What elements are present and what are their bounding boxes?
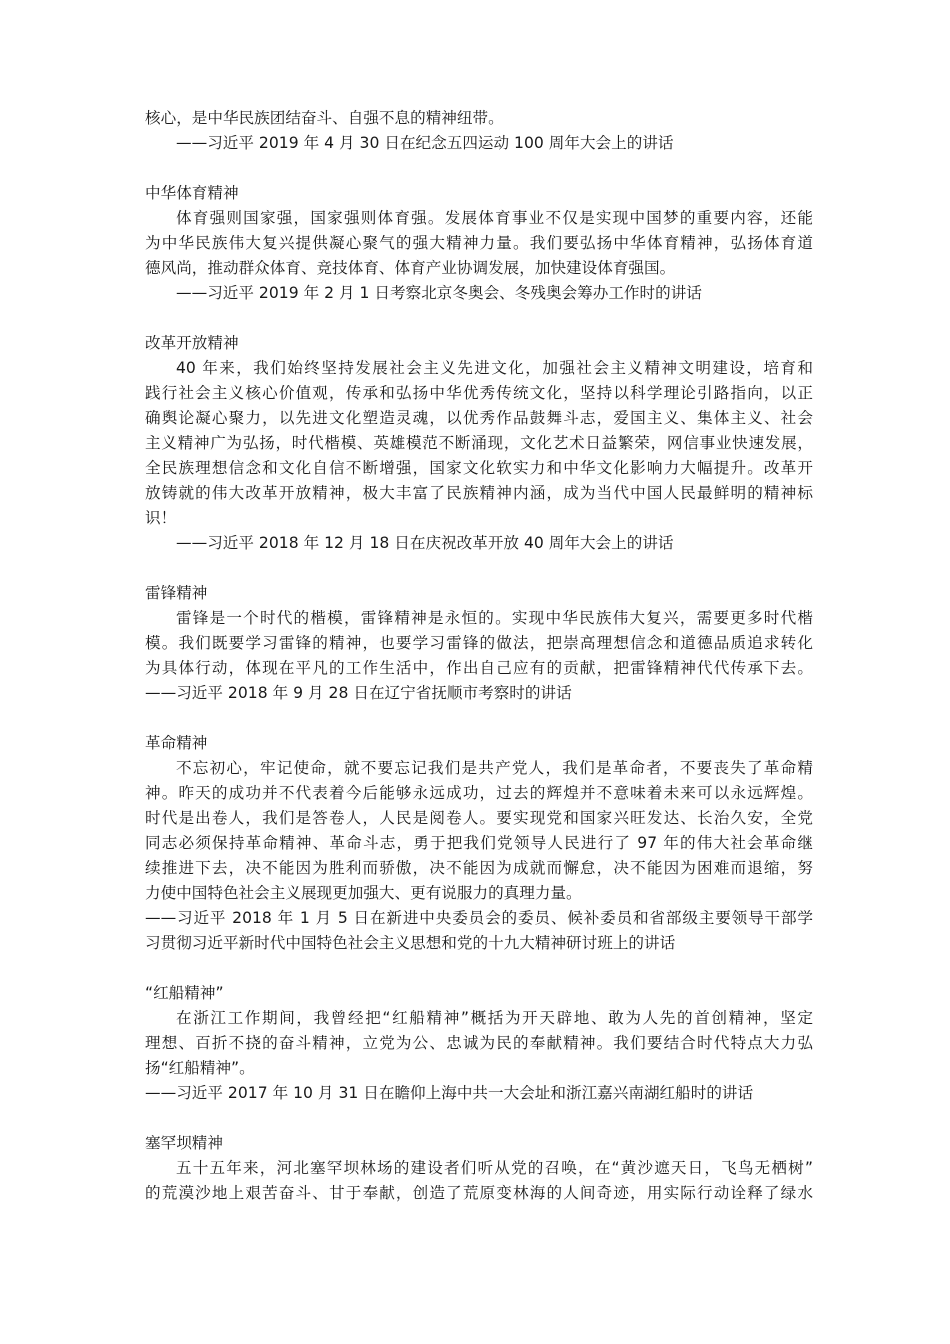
section-title: 中华体育精神: [145, 184, 239, 202]
paragraph-line: 扬“红船精神”。: [145, 1059, 255, 1077]
paragraph-line: 40 年来，我们始终坚持发展社会主义先进文化，加强社会主义精神文明建设，培育和: [176, 359, 813, 377]
paragraph-line: 为具体行动，体现在平凡的工作生活中，作出自己应有的贡献，把雷锋精神代代传承下去。: [145, 659, 813, 677]
paragraph-line: 同志必须保持革命精神、革命斗志，勇于把我们党领导人民进行了 97 年的伟大社会革命继: [145, 834, 813, 852]
section-title: 改革开放精神: [145, 334, 239, 352]
paragraph-line: 理想、百折不挠的奋斗精神，立党为公、忠诚为民的奉献精神。我们要结合时代特点大力弘: [145, 1034, 813, 1052]
paragraph-line: 全民族理想信念和文化自信不断增强，国家文化软实力和中华文化影响力大幅提升。改革开: [145, 459, 813, 477]
section-leifeng-spirit: [145, 581, 813, 706]
paragraph-line: 践行社会主义核心价值观，传承和弘扬中华优秀传统文化，坚持以科学理论引路指向，以正: [145, 384, 813, 402]
paragraph-line: 力使中国特色社会主义展现更加强大、更有说服力的真理力量。: [145, 884, 582, 902]
quote-source: ——习近平 2019 年 2 月 1 日考察北京冬奥会、冬残奥会筹办工作时的讲话: [176, 284, 702, 302]
quote-source-continued: 习贯彻习近平新时代中国特色社会主义思想和党的十九大精神研讨班上的讲话: [145, 934, 676, 952]
section-title: 雷锋精神: [145, 584, 208, 602]
section-title: 塞罕坝精神: [145, 1134, 223, 1152]
quote-source: ——习近平 2018 年 12 月 18 日在庆祝改革开放 40 周年大会上的讲话: [176, 534, 674, 552]
paragraph-line: 主义精神广为弘扬，时代楷模、英雄模范不断涌现，文化艺术日益繁荣，网信事业快速发展，: [145, 434, 813, 452]
paragraph-line: 神。昨天的成功并不代表着今后能够永远成功，过去的辉煌并不意味着未来可以永远辉煌。: [145, 784, 813, 802]
paragraph-line: 不忘初心，牢记使命，就不要忘记我们是共产党人，我们是革命者，不要丧失了革命精: [176, 759, 813, 777]
document-page: [145, 106, 813, 1206]
paragraph-line: 确舆论凝心聚力，以先进文化塑造灵魂，以优秀作品鼓舞斗志，爱国主义、集体主义、社会: [145, 409, 813, 427]
paragraph-line: 放铸就的伟大改革开放精神，极大丰富了民族精神内涵，成为当代中国人民最鲜明的精神标: [145, 484, 813, 502]
paragraph-line: 体育强则国家强，国家强则体育强。发展体育事业不仅是实现中国梦的重要内容，还能: [176, 209, 813, 227]
intro-paragraph: [145, 106, 813, 156]
paragraph-line: 德风尚，推动群众体育、竞技体育、体育产业协调发展，加快建设体育强国。: [145, 259, 676, 277]
section-red-boat-spirit: [145, 981, 813, 1106]
quote-source: ——习近平 2018 年 9 月 28 日在辽宁省抚顺市考察时的讲话: [145, 684, 572, 702]
paragraph-line: 续推进下去，决不能因为胜利而骄傲，决不能因为成就而懈怠，决不能因为困难而退缩，努: [145, 859, 813, 877]
section-sports-spirit: [145, 181, 813, 306]
quote-source: ——习近平 2017 年 10 月 31 日在瞻仰上海中共一大会址和浙江嘉兴南湖红船时的讲话: [145, 1084, 754, 1102]
paragraph-line: 识！: [145, 509, 177, 527]
section-reform-spirit: [145, 331, 813, 556]
section-title: 革命精神: [145, 734, 208, 752]
quote-source: ——习近平 2019 年 4 月 30 日在纪念五四运动 100 周年大会上的讲话: [176, 134, 674, 152]
paragraph-line: 五十五年来，河北塞罕坝林场的建设者们听从党的召唤，在“黄沙遮天日，飞鸟无栖树”: [176, 1159, 813, 1177]
section-saihanba-spirit: [145, 1131, 813, 1206]
paragraph-line: 核心，是中华民族团结奋斗、自强不息的精神纽带。: [145, 109, 504, 127]
section-revolution-spirit: [145, 731, 813, 956]
paragraph-line: 雷锋是一个时代的楷模，雷锋精神是永恒的。实现中华民族伟大复兴，需要更多时代楷: [176, 609, 813, 627]
paragraph-line: 在浙江工作期间，我曾经把“红船精神”概括为开天辟地、敢为人先的首创精神，坚定: [176, 1009, 813, 1027]
paragraph-line: 时代是出卷人，我们是答卷人，人民是阅卷人。要实现党和国家兴旺发达、长治久安，全党: [145, 809, 813, 827]
paragraph-line: 的荒漠沙地上艰苦奋斗、甘于奉献，创造了荒原变林海的人间奇迹，用实际行动诠释了绿水: [145, 1184, 813, 1202]
section-title: “红船精神”: [145, 984, 224, 1002]
paragraph-line: 为中华民族伟大复兴提供凝心聚气的强大精神力量。我们要弘扬中华体育精神，弘扬体育道: [145, 234, 813, 252]
paragraph-line: 模。我们既要学习雷锋的精神，也要学习雷锋的做法，把崇高理想信念和道德品质追求转化: [145, 634, 813, 652]
quote-source: ——习近平 2018 年 1 月 5 日在新进中央委员会的委员、候补委员和省部级主要领导干部学: [145, 909, 813, 927]
